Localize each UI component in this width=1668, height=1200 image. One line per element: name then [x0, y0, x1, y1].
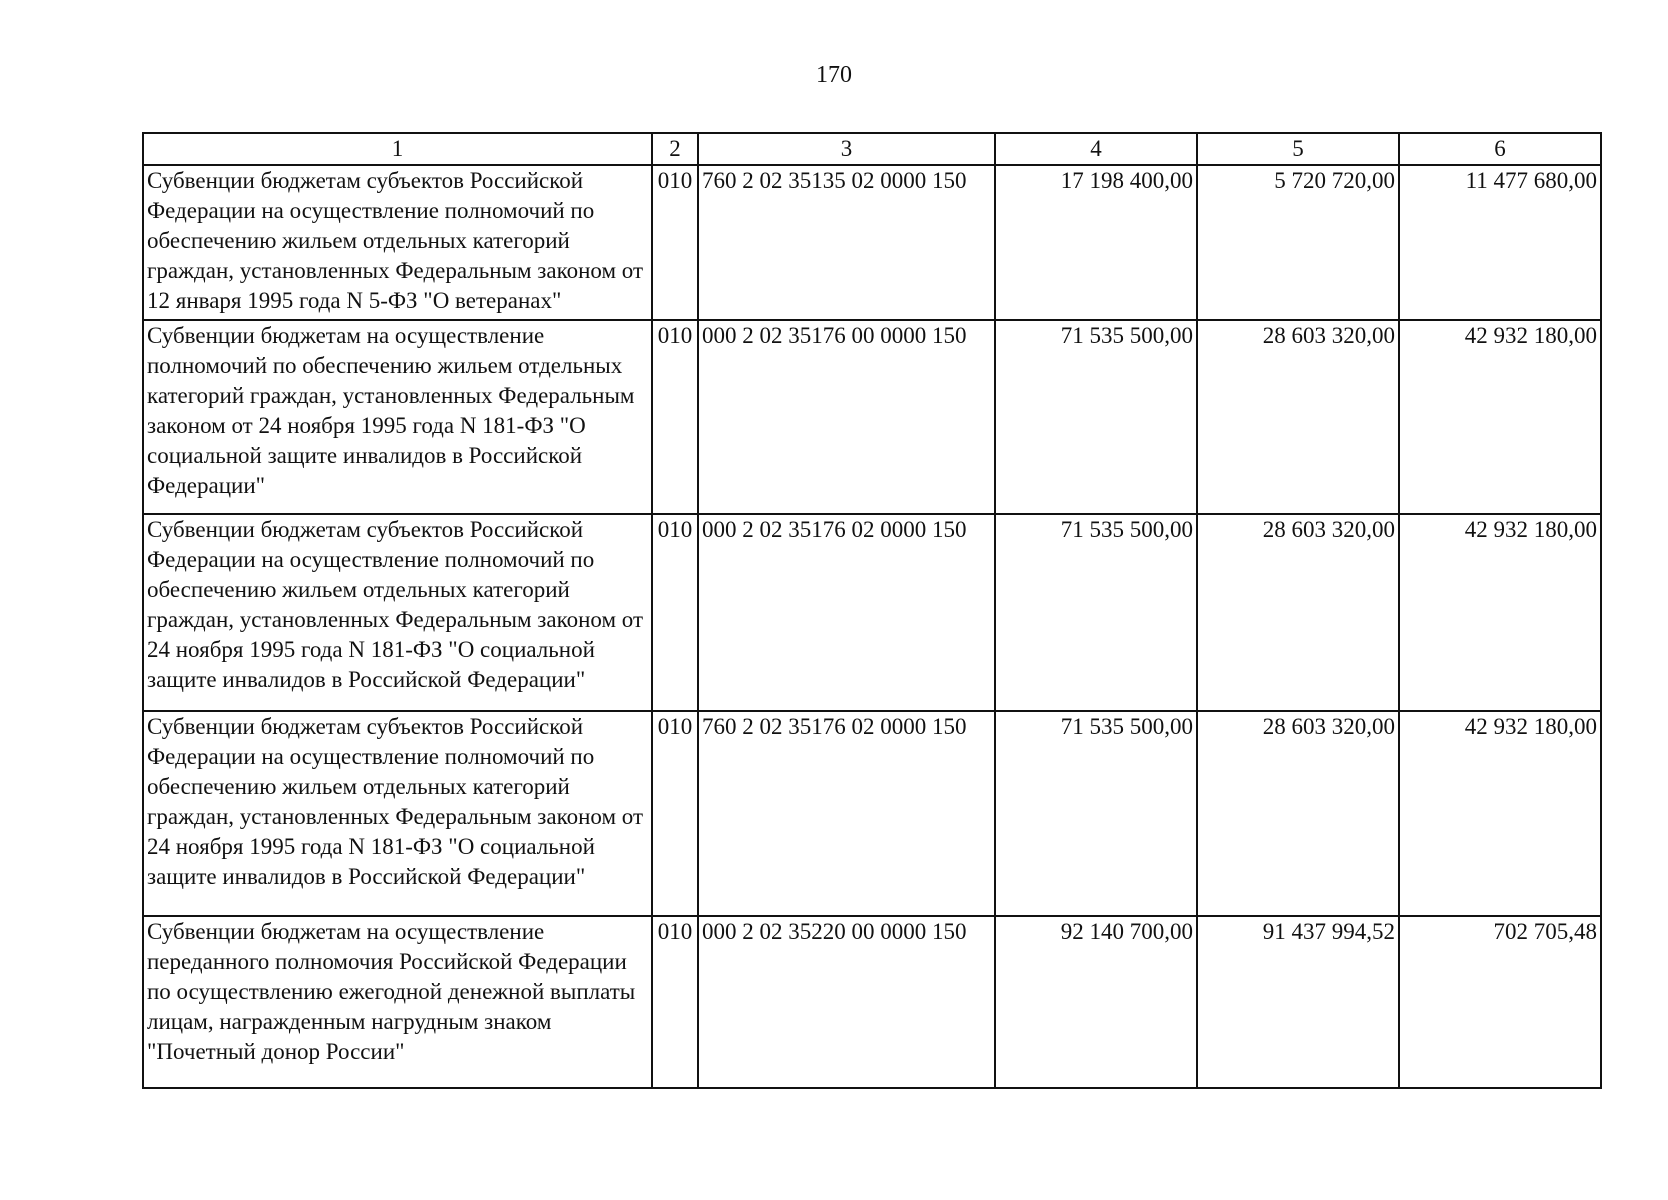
row-col6-amount: 702 705,48 [1399, 916, 1601, 1088]
budget-table [142, 132, 1602, 1089]
row-col6-amount: 42 932 180,00 [1399, 320, 1601, 514]
column-header: 2 [652, 133, 698, 165]
page-number: 170 [816, 62, 852, 88]
row-col5-amount: 5 720 720,00 [1197, 165, 1399, 320]
column-header: 1 [143, 133, 652, 165]
row-col4-amount: 71 535 500,00 [995, 320, 1197, 514]
row-col2: 010 [652, 320, 698, 514]
table-row [143, 916, 1601, 1088]
table-row [143, 320, 1601, 514]
row-description: Субвенции бюджетам субъектов Российской Федерации на осуществление полномочий по обеспечению жильем отдельных категорий граждан, установленных Федеральным законом от 24 ноября 1995 года N 181-ФЗ "О социальной защите инвалидов в Российской Федерации" [143, 514, 652, 711]
column-header: 4 [995, 133, 1197, 165]
row-description: Субвенции бюджетам на осуществление полномочий по обеспечению жильем отдельных категорий граждан, установленных Федеральным законом от 24 ноября 1995 года N 181-ФЗ "О социальной защите инвалидов в Российской Федерации" [143, 320, 652, 514]
table-row [143, 711, 1601, 916]
row-col5-amount: 28 603 320,00 [1197, 711, 1399, 916]
row-budget-code: 000 2 02 35220 00 0000 150 [698, 916, 995, 1088]
table-row [143, 514, 1601, 711]
row-budget-code: 000 2 02 35176 00 0000 150 [698, 320, 995, 514]
row-col6-amount: 42 932 180,00 [1399, 711, 1601, 916]
row-col4-amount: 92 140 700,00 [995, 916, 1197, 1088]
row-description: Субвенции бюджетам субъектов Российской Федерации на осуществление полномочий по обеспечению жильем отдельных категорий граждан, установленных Федеральным законом от 24 ноября 1995 года N 181-ФЗ "О социальной защите инвалидов в Российской Федерации" [143, 711, 652, 916]
row-col4-amount: 17 198 400,00 [995, 165, 1197, 320]
row-col5-amount: 91 437 994,52 [1197, 916, 1399, 1088]
row-budget-code: 760 2 02 35135 02 0000 150 [698, 165, 995, 320]
row-col5-amount: 28 603 320,00 [1197, 320, 1399, 514]
row-budget-code: 760 2 02 35176 02 0000 150 [698, 711, 995, 916]
row-description: Субвенции бюджетам субъектов Российской Федерации на осуществление полномочий по обеспечению жильем отдельных категорий граждан, установленных Федеральным законом от 12 января 1995 года N 5-ФЗ "О ветеранах" [143, 165, 652, 320]
row-col4-amount: 71 535 500,00 [995, 514, 1197, 711]
row-budget-code: 000 2 02 35176 02 0000 150 [698, 514, 995, 711]
column-header: 3 [698, 133, 995, 165]
row-col2: 010 [652, 916, 698, 1088]
column-header: 5 [1197, 133, 1399, 165]
column-header: 6 [1399, 133, 1601, 165]
row-col4-amount: 71 535 500,00 [995, 711, 1197, 916]
row-col2: 010 [652, 165, 698, 320]
row-col2: 010 [652, 711, 698, 916]
table-row [143, 165, 1601, 320]
table-header-row [143, 133, 1601, 165]
row-col2: 010 [652, 514, 698, 711]
row-col6-amount: 11 477 680,00 [1399, 165, 1601, 320]
row-col5-amount: 28 603 320,00 [1197, 514, 1399, 711]
row-col6-amount: 42 932 180,00 [1399, 514, 1601, 711]
row-description: Субвенции бюджетам на осуществление переданного полномочия Российской Федерации по осуществлению ежегодной денежной выплаты лицам, награжденным нагрудным знаком "Почетный донор России" [143, 916, 652, 1088]
